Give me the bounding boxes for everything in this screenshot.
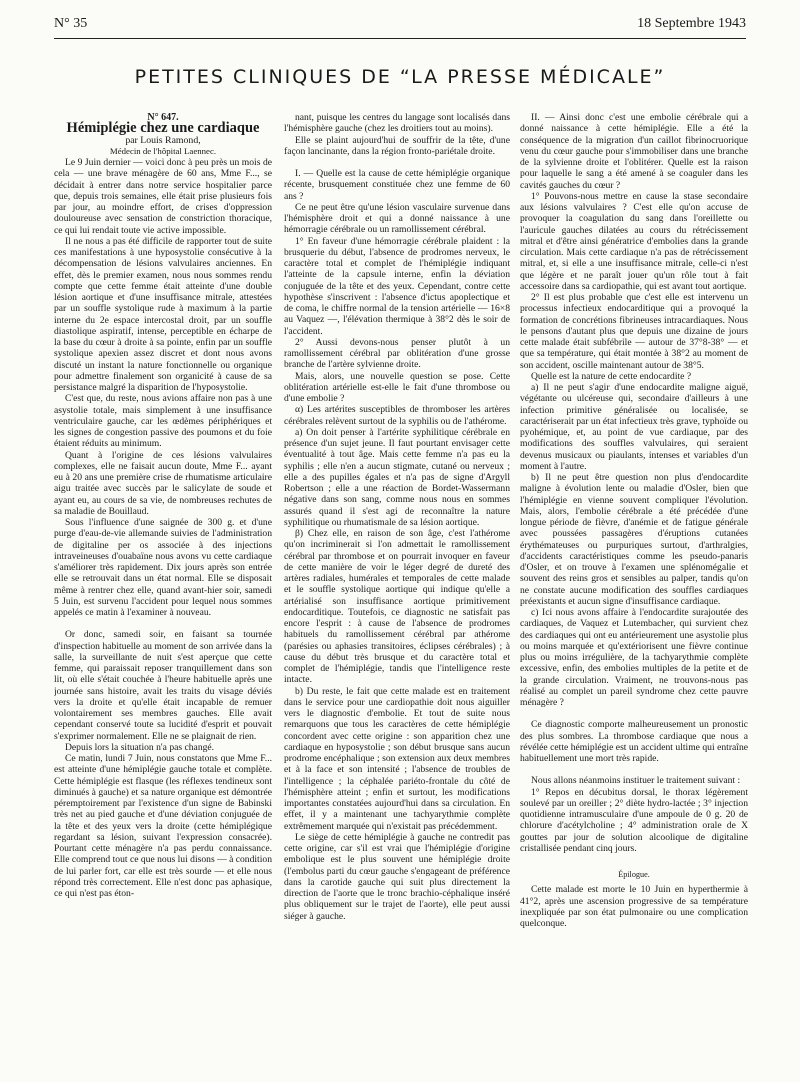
paragraph: Le 9 Juin dernier — voici donc à peu près un mois de cela — une brave ménagère de 60 ans, Mme F..., se décidait à entrer dans notre service hospitalier parce que, depuis trois semaines, elle était prise plusieurs fois par jour, au moindre effort, de crises d'oppression douloureuse avec sensation de constriction thoracique, ce qui lui rendait toute vie active impossible. [54,157,272,236]
paragraph: α) Les artérites susceptibles de thromboser les artères cérébrales relèvent surtout de la syphilis ou de l'athérome. [284,404,510,427]
masthead: PETITES CLINIQUES DE “LA PRESSE MÉDICALE” [134,66,666,88]
paragraph: Cette malade est morte le 10 Juin en hyperthermie à 41°2, après une ascension progressive de sa température inexpliquée par son état pulmonaire ou une complication quelconque. [520,884,748,929]
paragraph: 2° Il est plus probable que c'est elle est intervenu un processus infectieux endocarditique qui a provoqué la formation de concrétions fibrineuses intracardiaques. Nous le pensons d'autant plus que depuis une dizaine de jours cette malade était subfébrile — autour de 37°8-38° — et que sa température, qui était montée à 38°2 au moment de son accident, oscille maintenant autour de 38°5. [520,292,748,371]
paragraph: 2° Aussi devons-nous penser plutôt à un ramollissement cérébral par oblitération d'une grosse branche de l'artère sylvienne droite. [284,336,510,371]
column-1-body [54,157,272,899]
paragraph: 1° En faveur d'une hémorragie cérébrale plaident : la brusquerie du début, l'absence de prodromes nerveux, le caractère total et complet de l'hémiplégie indiquant l'atteinte de la capsule interne, enfin la déviation conjuguée de la tête et des yeux. Cependant, contre cette hypothèse s'inscrivent : l'absence d'ictus apoplectique et de coma, le chiffre normal de la tension artérielle — 16×8 au Vaquez —, l'élévation thermique à 38°2 dès le soir de l'accident. [284,235,510,337]
issue-date: 18 Septembre 1943 [637,16,746,31]
paragraph: Épilogue. [618,870,650,879]
paragraph: Ce ne peut être qu'une lésion vasculaire survenue dans l'hémisphère droit et qui a donné naissance à une hémorragie cérébrale ou un ramollissement cérébral. [284,201,510,236]
article-number: N° 647. [147,112,179,123]
author: par Louis Ramond, [125,134,201,146]
paragraph: Depuis lors la situation n'a pas changé. [65,741,215,753]
paragraph: Quelle est la nature de cette endocardite ? [531,370,692,382]
paragraph-gap [520,764,748,775]
paragraph-gap [54,618,272,629]
paragraph-gap [284,157,510,168]
paragraph: II. — Ainsi donc c'est une embolie cérébrale qui a donné naissance à cette hémiplégie. Elle a été la conséquence de la migration d'un caillot fibrinocruorique venu du cœur gauche pour s'immobiliser dans une branche de la sylvienne droite et l'oblitérer. Quelle est la raison pour laquelle le sang a été amené à se coaguler dans les cavités gauches du cœur ? [520,112,748,191]
paragraph-gap [520,708,748,719]
column-2 [284,112,510,1072]
paragraph: b) Du reste, le fait que cette malade est en traitement dans le service pour une cardiopathie doit nous aiguiller vers le diagnostic d'embolie. Et tout de suite nous remarquons que tous les caractères de cette hémiplégie concordent avec cette origine : son apparition chez une cardiaque en hyposystolie ; son début brusque sans aucun prodrome encéphalique ; son extension aux deux membres et à la face et son intensité ; l'absence de troubles de l'intelligence ; la céphalée pariéto-frontale du côté de l'hémisphère atteint ; enfin et surtout, les modifications importantes constatées aujourd'hui dans sa circulation. En effet, il y a maintenant une tachyarythmie complète extrêmement marquée qui n'existait pas précédemment. [284,685,510,832]
paragraph: Nous allons néanmoins instituer le traitement suivant : [531,775,741,787]
paragraph: a) On doit penser à l'artérite syphilitique cérébrale en présence d'un sujet jeune. Il faut pourtant envisager cette éventualité à tout âge. Mais cette femme n'a pas eu la syphilis ; elle n'en a aucun stigmate, cutané ou nerveux ; elle a des pupilles égales et n'a pas de signe d'Argyll Robertson ; elle a une réaction de Bordet-Wassermann négative dans son sang, comme nous nous en sommes assurés quand il s'est agi de reconnaître la nature syphilitique ou rhumatismale de sa lésion aortique. [284,426,510,528]
column-2-body [284,112,510,922]
column-3 [520,112,748,1072]
paragraph: Ce diagnostic comporte malheureusement un pronostic des plus sombres. La thrombose cardiaque que nous a révélée cette hémiplégie est un accident ultime qui entraîne habituellement une mort très rapide. [520,719,748,764]
paragraph: C'est que, du reste, nous avions affaire non pas à une asystolie totale, mais simplement à une insuffisance ventriculaire gauche, car les œdèmes périphériques et les signes de congestion passive des poumons et du foie étaient réduits au minimum. [54,393,272,450]
header-rule [54,38,746,39]
column-3-body [520,112,748,929]
page-header [54,16,746,38]
issue-number: N° 35 [54,16,88,31]
paragraph: 1° Pouvons-nous mettre en cause la stase secondaire aux lésions valvulaires ? C'est elle qu'on accuse de provoquer la coagulation du sang dans l'oreillette ou l'auricule gauches dilatées au cours du rétrécissement mitral et d'être ainsi génératrice d'embolies dans la grande circulation. Mais cette cardiaque n'a pas de rétrécissement mitral, et, si elle a une insuffisance mitrale, celle-ci n'est que légère et ne paraît jouer qu'un rôle tout à fait accessoire dans sa cardiopathie, qui est avant tout aortique. [520,190,748,292]
column-1 [54,112,272,1072]
paragraph: b) Il ne peut être question non plus d'endocardite maligne à évolution lente ou maladie d'Osler, bien que l'hémiplégie en vienne souvent compliquer l'évolution. Mais, alors, l'embolie cérébrale a été précédée d'une longue période de fièvre, d'anémie et de fatigue générale avec poussées passagères d'éruptions cutanées érythémateuses ou purpuriques surtout, d'arthralgies, d'accidents caractéristiques comme les pseudo-panaris d'Osler, et on trouve à l'examen une splénomégalie et souvent des reins gros et sensibles au palper, tandis qu'on ne constate aucune modification des souffles cardiaques préexistants et aucun signe d'insuffisance cardiaque. [520,472,748,607]
paragraph: a) Il ne peut s'agir d'une endocardite maligne aiguë, végétante ou ulcéreuse qui, secondaire d'ailleurs à une infection primitive généralisée ou localisée, se caractériserait par un état infectieux très grave, typhoïde ou pyohémique, et, au point de vue cardiaque, par des modifications des souffles valvulaires, qui seraient devenus musicaux ou piaulants, intenses et variables d'un moment à l'autre. [520,382,748,472]
paragraph: Quant à l'origine de ces lésions valvulaires complexes, elle ne faisait aucun doute, Mme F... ayant eu à 20 ans une première crise de rhumatisme articulaire aigu traitée avec succès par le salicylate de soude et ayant eu, au cours de sa vie, de nombreuses rechutes de sa maladie de Bouillaud. [54,449,272,517]
paragraph: 1° Repos en décubitus dorsal, le thorax légèrement soulevé par un oreiller ; 2° diète hydro-lactée ; 3° injection quotidienne intramusculaire d'une ampoule de 0 g. 20 de chlorure d'acétylcholine ; 4° administration orale de X gouttes par jour de solution alcoolique de digitaline cristallisée pendant cinq jours. [520,786,748,854]
author-role: Médecin de l'hôpital Laennec. [109,145,217,156]
paragraph: β) Chez elle, en raison de son âge, c'est l'athérome qu'on incriminerait si l'on admettait le ramollissement cérébral par thrombose et on pourrait invoquer en faveur de cette manière de voir le léger degré de dureté des artères radiales, humérales et temporales de cette malade et le souffle systolique aortique qui indique qu'elle a artérialisé son insuffisance aortique primitivement endocarditique. Toutefois, ce diagnostic ne satisfait pas encore l'esprit : à cause de l'absence de prodromes habituels du ramollissement cérébral par athérome (parésies ou aphasies transitoires, éclipses cérébrales) ; à cause du début très brusque et du caractère total et complet de l'hémiplégie, tandis que l'intelligence reste intacte. [284,528,510,686]
paragraph: Il ne nous a pas été difficile de rapporter tout de suite ces manifestations à une hyposystolie consécutive à la décompensation de lésions valvulaires anciennes. En effet, dès le premier examen, nous nous sommes rendu compte que cette femme était atteinte d'une double lésion aortique et d'une insuffisance mitrale, attestées par un souffle systolique rude à maximum à la partie interne du 2e espace intercostal droit, par un souffle diastolique aspiratif, intense, perceptible en écharpe de la base du cœur à droite à sa pointe, enfin par un souffle systolique apexien assez discret et dont nous avons discuté un instant la nature fonctionnelle ou organique pour admettre finalement son organicité à cause de sa persistance malgré la disparition de l'hyposystolie. [54,235,272,393]
paragraph: nant, puisque les centres du langage sont localisés dans l'hémisphère gauche (chez les droitiers tout au moins). [284,112,510,135]
paragraph-gap [520,854,748,865]
paragraph: Mais, alors, une nouvelle question se pose. Cette oblitération artérielle est-elle le fait d'une thrombose ou d'une embolie ? [284,370,510,404]
paragraph: Elle se plaint aujourd'hui de souffrir de la tête, d'une façon lancinante, dans la région fronto-pariétale droite. [284,134,510,157]
paragraph: Sous l'influence d'une saignée de 300 g. et d'une purge d'eau-de-vie allemande suivies de l'administration de digitaline per os associée à des injections intraveineuses d'ouabaïne nous avons vu cette cardiaque s'améliorer très rapidement. Dix jours après son entrée elle se retrouvait dans un état normal. Elle se disposait même à rentrer chez elle, quand avant-hier soir, samedi 5 Juin, est survenu l'accident pour lequel nous sommes appelés ce matin à l'examiner à nouveau. [54,517,272,618]
paragraph: Or donc, samedi soir, en faisant sa tournée d'inspection habituelle au moment de son arrivée dans la salle, la surveillante de nuit s'est aperçue que cette femme, qui paraissait reposer tranquillement dans son lit, où elle s'était couchée à l'heure habituelle après une journée sans histoire, avait les traits du visage déviés vers la droite et qu'elle était incapable de remuer volontairement ses membres gauches. Elle avait cependant conservé toute sa lucidité d'esprit et pouvait s'exprimer normalement. Elle ne se plaignait de rien. [54,629,272,742]
paragraph: Ce matin, lundi 7 Juin, nous constatons que Mme F... est atteinte d'une hémiplégie gauche totale et complète. Cette hémiplégie est flasque (les réflexes tendineux sont diminués à gauche) et sa nature organique est démontrée péremptoirement par l'existence d'un signe de Babinski très net au pied gauche et d'une déviation conjuguée de la tête et des yeux vers la droite (cette hémiplégique regardant sa lésion, suivant l'expression consacrée). Pourtant cette ménagère n'a pas perdu connaissance. Elle comprend tout ce que nous lui disons — à condition de lui parler fort, car elle est très sourde — et elle nous répond très correctement. Elle n'est donc pas aphasique, ce qui n'est pas éton- [54,753,272,899]
paragraph: c) Ici nous avons affaire à l'endocardite surajoutée des cardiaques, de Vaquez et Lutembacher, qui survient chez des cardiaques qui ont eu antérieurement une asystolie plus ou moins marquée et qu'extériorisent une fièvre continue plus ou moins irrégulière, de la tachyarythmie complète excessive, enfin, des embolies multiples de la petite et de la grande circulation. Vraiment, ne trouvons-nous pas réalisé au complet un pareil syndrome chez cette pauvre ménagère ? [520,607,748,708]
article-title: Hémiplégie chez une cardiaque [66,120,260,137]
paragraph: Le siège de cette hémiplégie à gauche ne contredit pas cette origine, car s'il est vrai que l'hémiplégie d'origine embolique est le plus souvent une hémiplégie droite (l'embolus parti du cœur gauche s'engageant de préférence dans la carotide gauche qui suit plus directement la direction de l'aorte que le tronc brachio-céphalique inséré plus obliquement sur le trajet de l'aorte), elle peut aussi siéger à gauche. [284,831,510,922]
paragraph: I. — Quelle est la cause de cette hémiplégie organique récente, brusquement constituée chez une femme de 60 ans ? [284,168,510,202]
